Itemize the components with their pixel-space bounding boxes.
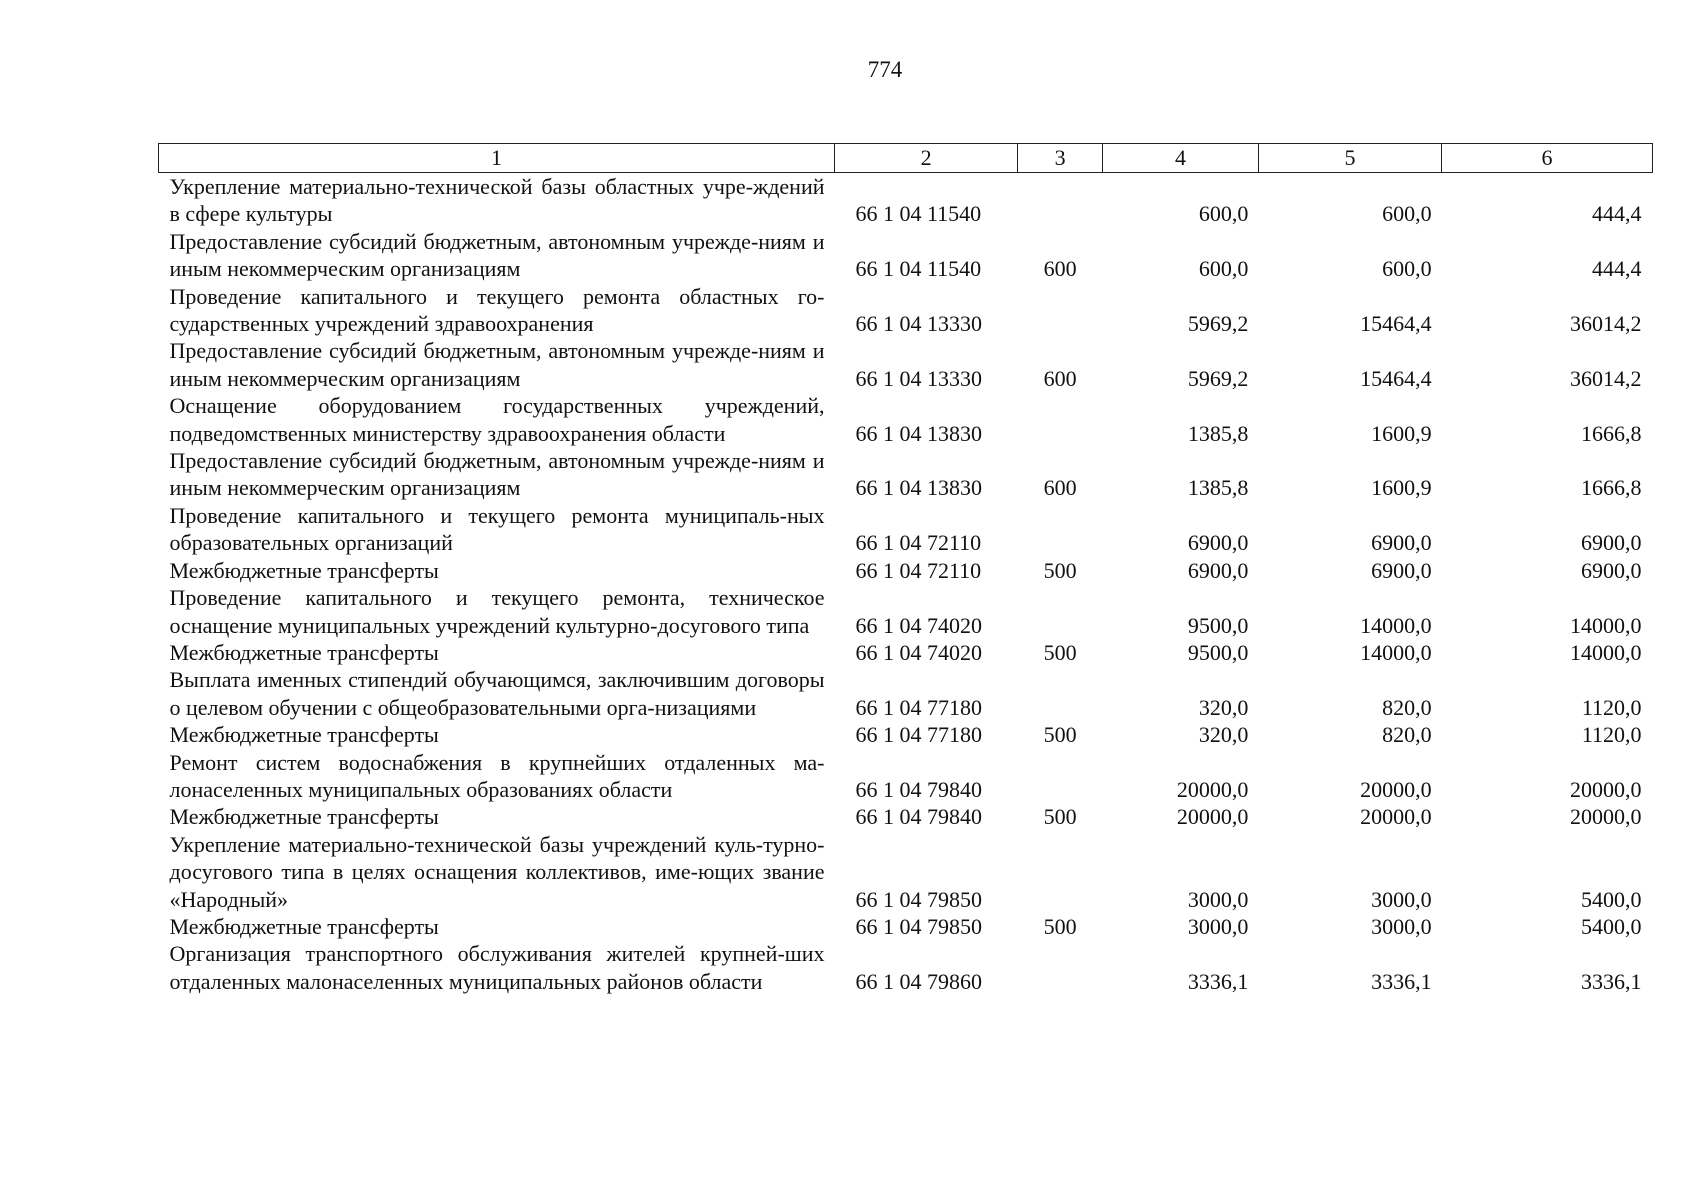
budget-table <box>158 143 1653 995</box>
row-value-col5: 15464,4 <box>1360 311 1432 337</box>
row-description: Проведение капитального и текущего ремонта муниципаль-ных образовательных организаций <box>169 502 825 556</box>
row-expense-type: 500 <box>1043 639 1077 665</box>
row-value-col6: 14000,0 <box>1570 612 1642 638</box>
table-row <box>159 940 1653 995</box>
row-code: 66 1 04 13830 <box>855 475 982 501</box>
table-row <box>159 803 1653 830</box>
table-row <box>159 392 1653 447</box>
row-expense-type <box>1018 940 1103 995</box>
row-expense-type <box>1018 173 1103 228</box>
row-code: 66 1 04 13330 <box>855 311 982 337</box>
row-value-col4: 600,0 <box>1198 256 1249 282</box>
row-expense-type: 600 <box>1043 475 1077 501</box>
table-row <box>159 721 1653 748</box>
row-description: Предоставление субсидий бюджетным, автономным учрежде-ниям и иным некоммерческим организациям <box>169 228 825 282</box>
row-expense-type <box>1018 749 1103 804</box>
row-value-col6: 6900,0 <box>1581 557 1642 583</box>
row-expense-type: 600 <box>1043 256 1077 282</box>
row-expense-type: 500 <box>1043 804 1077 830</box>
row-code: 66 1 04 11540 <box>855 256 982 282</box>
table-row <box>159 447 1653 502</box>
row-expense-type <box>1018 283 1103 338</box>
row-value-col4: 9500,0 <box>1187 639 1249 665</box>
page-number: 774 <box>867 57 903 82</box>
row-description: Укрепление материально-технической базы областных учре-ждений в сфере культуры <box>169 174 825 227</box>
row-value-col6: 1120,0 <box>1581 722 1642 748</box>
row-expense-type: 600 <box>1043 365 1077 391</box>
table-row <box>159 831 1653 913</box>
row-code: 66 1 04 72110 <box>855 530 982 556</box>
row-expense-type <box>1018 392 1103 447</box>
row-code: 66 1 04 79840 <box>855 804 982 830</box>
row-value-col6: 36014,2 <box>1570 365 1642 391</box>
row-value-col5: 3000,0 <box>1371 913 1432 939</box>
table-row <box>159 749 1653 804</box>
table-row <box>159 584 1653 639</box>
row-value-col6: 1666,8 <box>1581 420 1642 446</box>
row-value-col6: 20000,0 <box>1570 776 1642 802</box>
row-description: Ремонт систем водоснабжения в крупнейших отдаленных ма-лонаселенных муниципальных образованиях области <box>169 749 825 802</box>
row-value-col4: 320,0 <box>1198 694 1249 720</box>
row-description: Организация транспортного обслуживания жителей крупней-ших отдаленных малонаселенных муниципальных районов области <box>169 941 825 994</box>
row-code: 66 1 04 13830 <box>855 420 982 446</box>
table-body <box>159 173 1653 996</box>
row-code: 66 1 04 77180 <box>855 694 982 720</box>
row-code: 66 1 04 79850 <box>855 913 982 939</box>
row-value-col6: 5400,0 <box>1581 886 1642 912</box>
row-value-col6: 444,4 <box>1592 256 1642 282</box>
row-value-col5: 20000,0 <box>1360 804 1432 830</box>
row-code: 66 1 04 77180 <box>855 722 982 748</box>
row-code: 66 1 04 13330 <box>855 365 982 391</box>
row-value-col5: 1600,9 <box>1371 475 1432 501</box>
row-value-col4: 5969,2 <box>1187 365 1249 391</box>
row-value-col5: 15464,4 <box>1360 365 1432 391</box>
row-expense-type <box>1018 502 1103 557</box>
row-value-col4: 600,0 <box>1198 201 1249 227</box>
row-description: Оснащение оборудованием государственных учреждений, подведомственных министерству здравоохранения области <box>169 393 825 446</box>
row-value-col6: 5400,0 <box>1581 913 1642 939</box>
row-value-col4: 320,0 <box>1198 722 1249 748</box>
row-value-col4: 6900,0 <box>1187 530 1249 556</box>
row-description: Укрепление материально-технической базы учреждений куль-турно-досугового типа в целях оснащения коллективов, име-ющих звание «Народный» <box>169 831 825 912</box>
row-expense-type <box>1018 831 1103 913</box>
row-code: 66 1 04 11540 <box>855 201 982 227</box>
row-description: Межбюджетные трансферты <box>169 804 439 830</box>
row-description: Предоставление субсидий бюджетным, автономным учрежде-ниям и иным некоммерческим организациям <box>169 338 825 391</box>
row-code: 66 1 04 72110 <box>855 557 982 583</box>
row-description: Выплата именных стипендий обучающимся, заключившим договоры о целевом обучении с общеобразовательными орга-низациями <box>169 667 825 720</box>
table-row <box>159 666 1653 721</box>
table-row <box>159 913 1653 940</box>
row-value-col5: 600,0 <box>1382 201 1432 227</box>
row-code: 66 1 04 74020 <box>855 612 982 638</box>
column-header: 6 <box>1442 144 1653 173</box>
row-value-col4: 3000,0 <box>1187 886 1249 912</box>
row-description: Межбюджетные трансферты <box>169 722 439 748</box>
row-value-col5: 3336,1 <box>1371 968 1432 994</box>
row-value-col4: 3000,0 <box>1187 913 1249 939</box>
row-value-col6: 1120,0 <box>1581 694 1642 720</box>
row-value-col4: 6900,0 <box>1187 557 1249 583</box>
table-row <box>159 228 1653 283</box>
row-value-col5: 20000,0 <box>1360 776 1432 802</box>
column-header: 4 <box>1103 144 1259 173</box>
table-row <box>159 502 1653 557</box>
table-row <box>159 639 1653 666</box>
row-code: 66 1 04 79860 <box>855 968 982 994</box>
row-description: Межбюджетные трансферты <box>169 639 439 665</box>
row-value-col4: 9500,0 <box>1187 612 1249 638</box>
row-value-col6: 1666,8 <box>1581 475 1642 501</box>
row-code: 66 1 04 79850 <box>855 886 982 912</box>
row-value-col4: 5969,2 <box>1187 311 1249 337</box>
row-value-col6: 6900,0 <box>1581 530 1642 556</box>
row-value-col4: 1385,8 <box>1187 475 1249 501</box>
row-value-col6: 444,4 <box>1592 201 1642 227</box>
row-expense-type: 500 <box>1043 722 1077 748</box>
row-description: Предоставление субсидий бюджетным, автономным учрежде-ниям и иным некоммерческим организациям <box>169 448 825 501</box>
row-description: Межбюджетные трансферты <box>169 557 439 583</box>
row-value-col5: 14000,0 <box>1360 639 1432 665</box>
row-value-col4: 3336,1 <box>1187 968 1249 994</box>
row-value-col5: 14000,0 <box>1360 612 1432 638</box>
row-value-col5: 820,0 <box>1382 722 1432 748</box>
row-value-col5: 820,0 <box>1382 694 1432 720</box>
row-description: Проведение капитального и текущего ремонта, техническое оснащение муниципальных учреждений культурно-досугового типа <box>169 585 825 638</box>
row-value-col5: 600,0 <box>1382 256 1432 282</box>
row-description: Проведение капитального и текущего ремонта областных го-сударственных учреждений здравоохранения <box>169 283 825 337</box>
row-description: Межбюджетные трансферты <box>169 913 439 939</box>
row-expense-type: 500 <box>1043 913 1077 939</box>
table-row <box>159 283 1653 338</box>
row-expense-type <box>1018 584 1103 639</box>
row-value-col5: 3000,0 <box>1371 886 1432 912</box>
column-header: 1 <box>159 144 835 173</box>
table-header-row <box>159 144 1653 173</box>
row-code: 66 1 04 74020 <box>855 639 982 665</box>
row-value-col6: 3336,1 <box>1581 968 1642 994</box>
row-value-col5: 6900,0 <box>1371 530 1432 556</box>
row-value-col4: 20000,0 <box>1176 804 1249 830</box>
column-header: 5 <box>1258 144 1441 173</box>
row-value-col6: 14000,0 <box>1570 639 1642 665</box>
column-header: 3 <box>1018 144 1103 173</box>
row-value-col4: 20000,0 <box>1176 776 1249 802</box>
row-value-col5: 1600,9 <box>1371 420 1432 446</box>
row-value-col5: 6900,0 <box>1371 557 1432 583</box>
row-expense-type <box>1018 666 1103 721</box>
row-value-col4: 1385,8 <box>1187 420 1249 446</box>
row-expense-type: 500 <box>1043 557 1077 583</box>
table-row <box>159 173 1653 228</box>
row-value-col6: 36014,2 <box>1570 311 1642 337</box>
column-header: 2 <box>835 144 1018 173</box>
table-row <box>159 337 1653 392</box>
row-code: 66 1 04 79840 <box>855 776 982 802</box>
row-value-col6: 20000,0 <box>1570 804 1642 830</box>
table-row <box>159 557 1653 584</box>
